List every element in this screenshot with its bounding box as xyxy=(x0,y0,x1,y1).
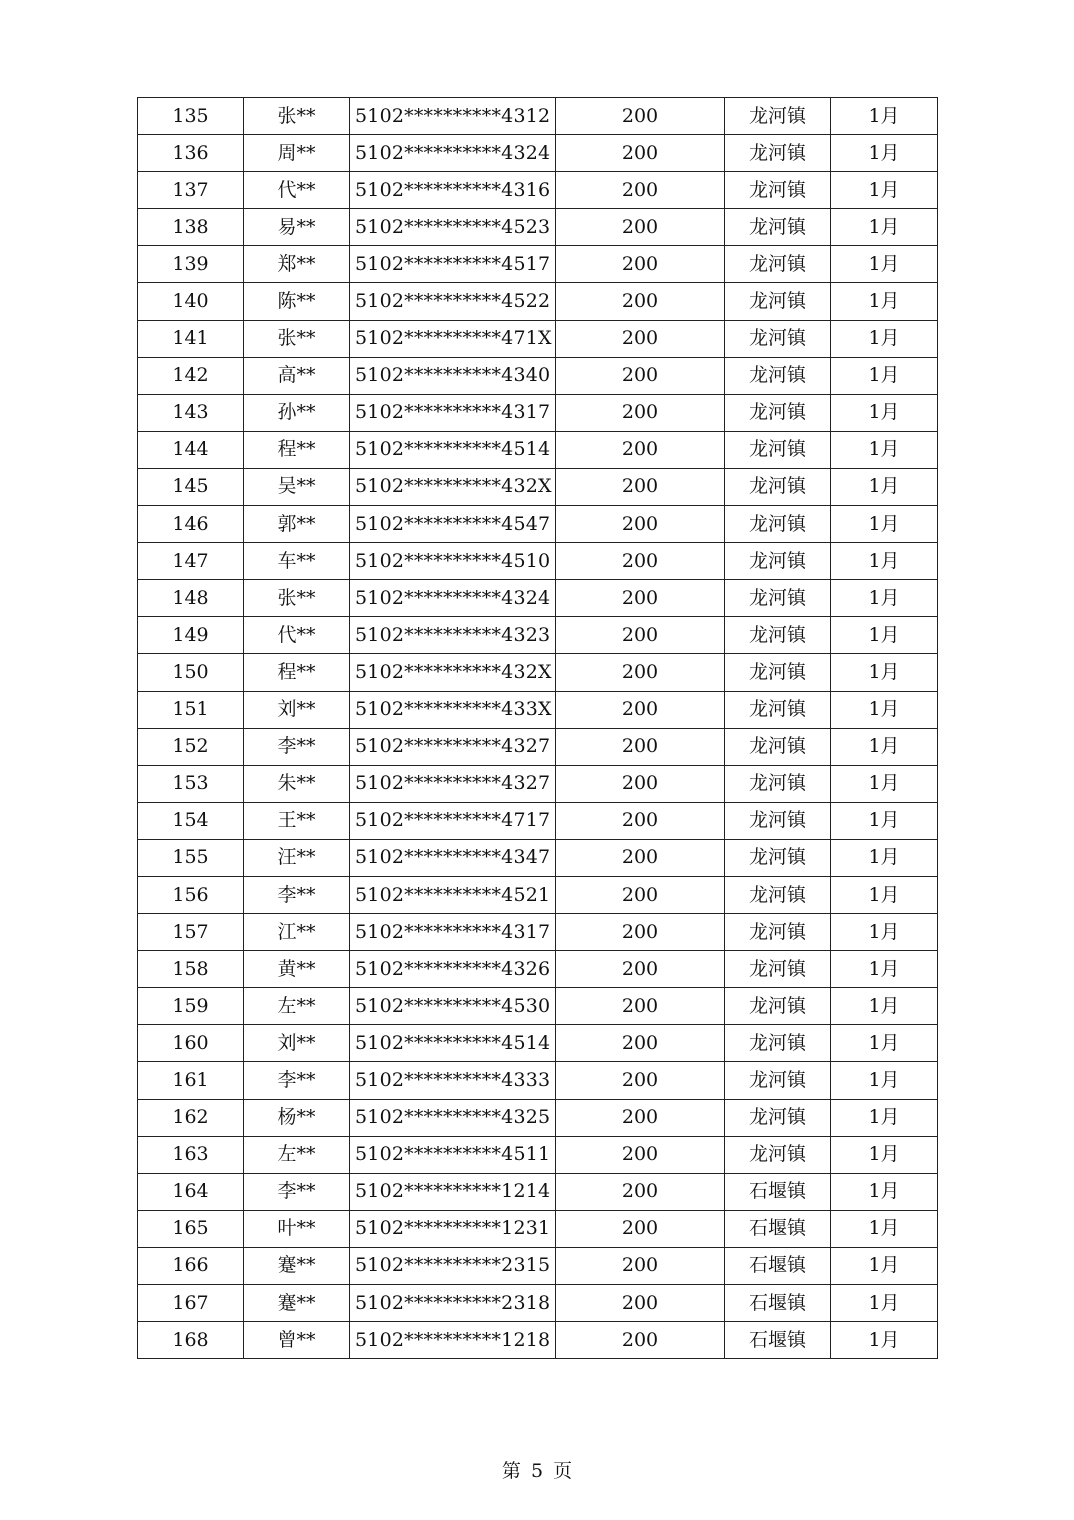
month-cell: 1月 xyxy=(831,691,938,728)
table-row xyxy=(138,209,938,246)
town-cell: 龙河镇 xyxy=(725,98,831,135)
row-number-cell: 154 xyxy=(138,802,244,839)
row-number-cell: 158 xyxy=(138,951,244,988)
month-cell: 1月 xyxy=(831,543,938,580)
id-number-cell: 5102**********4522 xyxy=(350,283,556,320)
amount-cell: 200 xyxy=(556,394,725,431)
name-cell: 易** xyxy=(244,209,350,246)
id-number-cell: 5102**********4717 xyxy=(350,802,556,839)
id-number-cell: 5102**********4523 xyxy=(350,209,556,246)
amount-cell: 200 xyxy=(556,1210,725,1247)
month-cell: 1月 xyxy=(831,1210,938,1247)
month-cell: 1月 xyxy=(831,839,938,876)
id-number-cell: 5102**********4514 xyxy=(350,431,556,468)
town-cell: 龙河镇 xyxy=(725,802,831,839)
name-cell: 曾** xyxy=(244,1322,350,1359)
name-cell: 周** xyxy=(244,135,350,172)
id-number-cell: 5102**********4521 xyxy=(350,876,556,913)
table-row xyxy=(138,654,938,691)
id-number-cell: 5102**********4347 xyxy=(350,839,556,876)
amount-cell: 200 xyxy=(556,1062,725,1099)
row-number-cell: 148 xyxy=(138,580,244,617)
table-row xyxy=(138,135,938,172)
name-cell: 左** xyxy=(244,988,350,1025)
row-number-cell: 143 xyxy=(138,394,244,431)
table-row xyxy=(138,1062,938,1099)
id-number-cell: 5102**********4316 xyxy=(350,172,556,209)
amount-cell: 200 xyxy=(556,506,725,543)
id-number-cell: 5102**********1231 xyxy=(350,1210,556,1247)
town-cell: 龙河镇 xyxy=(725,135,831,172)
id-number-cell: 5102**********4317 xyxy=(350,914,556,951)
month-cell: 1月 xyxy=(831,1025,938,1062)
amount-cell: 200 xyxy=(556,431,725,468)
amount-cell: 200 xyxy=(556,914,725,951)
table-row xyxy=(138,914,938,951)
month-cell: 1月 xyxy=(831,1136,938,1173)
town-cell: 龙河镇 xyxy=(725,506,831,543)
town-cell: 龙河镇 xyxy=(725,580,831,617)
table-row xyxy=(138,172,938,209)
month-cell: 1月 xyxy=(831,1062,938,1099)
id-number-cell: 5102**********4514 xyxy=(350,1025,556,1062)
name-cell: 孙** xyxy=(244,394,350,431)
town-cell: 龙河镇 xyxy=(725,839,831,876)
month-cell: 1月 xyxy=(831,246,938,283)
id-number-cell: 5102**********432X xyxy=(350,654,556,691)
town-cell: 龙河镇 xyxy=(725,320,831,357)
town-cell: 龙河镇 xyxy=(725,394,831,431)
month-cell: 1月 xyxy=(831,1285,938,1322)
id-number-cell: 5102**********4317 xyxy=(350,394,556,431)
amount-cell: 200 xyxy=(556,1136,725,1173)
amount-cell: 200 xyxy=(556,209,725,246)
month-cell: 1月 xyxy=(831,914,938,951)
name-cell: 张** xyxy=(244,98,350,135)
row-number-cell: 156 xyxy=(138,876,244,913)
month-cell: 1月 xyxy=(831,951,938,988)
name-cell: 汪** xyxy=(244,839,350,876)
amount-cell: 200 xyxy=(556,765,725,802)
id-number-cell: 5102**********4327 xyxy=(350,765,556,802)
id-number-cell: 5102**********4325 xyxy=(350,1099,556,1136)
name-cell: 程** xyxy=(244,654,350,691)
table-row xyxy=(138,1025,938,1062)
town-cell: 龙河镇 xyxy=(725,876,831,913)
month-cell: 1月 xyxy=(831,765,938,802)
row-number-cell: 159 xyxy=(138,988,244,1025)
name-cell: 黄** xyxy=(244,951,350,988)
name-cell: 张** xyxy=(244,580,350,617)
amount-cell: 200 xyxy=(556,580,725,617)
row-number-cell: 135 xyxy=(138,98,244,135)
name-cell: 刘** xyxy=(244,691,350,728)
table-row xyxy=(138,1099,938,1136)
name-cell: 车** xyxy=(244,543,350,580)
amount-cell: 200 xyxy=(556,988,725,1025)
name-cell: 李** xyxy=(244,1173,350,1210)
table-row xyxy=(138,1247,938,1284)
name-cell: 郑** xyxy=(244,246,350,283)
month-cell: 1月 xyxy=(831,1099,938,1136)
row-number-cell: 150 xyxy=(138,654,244,691)
amount-cell: 200 xyxy=(556,951,725,988)
amount-cell: 200 xyxy=(556,543,725,580)
row-number-cell: 145 xyxy=(138,468,244,505)
month-cell: 1月 xyxy=(831,1322,938,1359)
amount-cell: 200 xyxy=(556,246,725,283)
month-cell: 1月 xyxy=(831,728,938,765)
town-cell: 石堰镇 xyxy=(725,1210,831,1247)
table-row xyxy=(138,468,938,505)
amount-cell: 200 xyxy=(556,1247,725,1284)
amount-cell: 200 xyxy=(556,135,725,172)
table-row xyxy=(138,394,938,431)
row-number-cell: 149 xyxy=(138,617,244,654)
row-number-cell: 139 xyxy=(138,246,244,283)
table-row xyxy=(138,283,938,320)
table-row xyxy=(138,580,938,617)
table-row xyxy=(138,802,938,839)
name-cell: 张** xyxy=(244,320,350,357)
amount-cell: 200 xyxy=(556,876,725,913)
table-row xyxy=(138,1210,938,1247)
id-number-cell: 5102**********4511 xyxy=(350,1136,556,1173)
town-cell: 龙河镇 xyxy=(725,951,831,988)
amount-cell: 200 xyxy=(556,691,725,728)
month-cell: 1月 xyxy=(831,135,938,172)
id-number-cell: 5102**********471X xyxy=(350,320,556,357)
town-cell: 龙河镇 xyxy=(725,728,831,765)
name-cell: 吴** xyxy=(244,468,350,505)
row-number-cell: 157 xyxy=(138,914,244,951)
town-cell: 龙河镇 xyxy=(725,246,831,283)
town-cell: 石堰镇 xyxy=(725,1173,831,1210)
table-row xyxy=(138,98,938,135)
table-row xyxy=(138,839,938,876)
town-cell: 龙河镇 xyxy=(725,543,831,580)
row-number-cell: 144 xyxy=(138,431,244,468)
row-number-cell: 138 xyxy=(138,209,244,246)
id-number-cell: 5102**********1218 xyxy=(350,1322,556,1359)
row-number-cell: 140 xyxy=(138,283,244,320)
name-cell: 蹇** xyxy=(244,1247,350,1284)
amount-cell: 200 xyxy=(556,98,725,135)
amount-cell: 200 xyxy=(556,320,725,357)
row-number-cell: 168 xyxy=(138,1322,244,1359)
town-cell: 龙河镇 xyxy=(725,431,831,468)
name-cell: 朱** xyxy=(244,765,350,802)
row-number-cell: 152 xyxy=(138,728,244,765)
id-number-cell: 5102**********4547 xyxy=(350,506,556,543)
town-cell: 石堰镇 xyxy=(725,1322,831,1359)
row-number-cell: 166 xyxy=(138,1247,244,1284)
name-cell: 江** xyxy=(244,914,350,951)
town-cell: 龙河镇 xyxy=(725,1136,831,1173)
name-cell: 杨** xyxy=(244,1099,350,1136)
id-number-cell: 5102**********4340 xyxy=(350,357,556,394)
id-number-cell: 5102**********1214 xyxy=(350,1173,556,1210)
table-row xyxy=(138,1322,938,1359)
row-number-cell: 160 xyxy=(138,1025,244,1062)
town-cell: 龙河镇 xyxy=(725,468,831,505)
id-number-cell: 5102**********2318 xyxy=(350,1285,556,1322)
amount-cell: 200 xyxy=(556,1285,725,1322)
town-cell: 龙河镇 xyxy=(725,691,831,728)
table-row xyxy=(138,617,938,654)
month-cell: 1月 xyxy=(831,431,938,468)
id-number-cell: 5102**********433X xyxy=(350,691,556,728)
id-number-cell: 5102**********432X xyxy=(350,468,556,505)
month-cell: 1月 xyxy=(831,654,938,691)
table-row xyxy=(138,765,938,802)
row-number-cell: 164 xyxy=(138,1173,244,1210)
month-cell: 1月 xyxy=(831,209,938,246)
town-cell: 龙河镇 xyxy=(725,172,831,209)
town-cell: 龙河镇 xyxy=(725,283,831,320)
table-row xyxy=(138,320,938,357)
month-cell: 1月 xyxy=(831,468,938,505)
row-number-cell: 155 xyxy=(138,839,244,876)
row-number-cell: 165 xyxy=(138,1210,244,1247)
name-cell: 高** xyxy=(244,357,350,394)
id-number-cell: 5102**********4312 xyxy=(350,98,556,135)
id-number-cell: 5102**********4510 xyxy=(350,543,556,580)
amount-cell: 200 xyxy=(556,1099,725,1136)
name-cell: 程** xyxy=(244,431,350,468)
id-number-cell: 5102**********4517 xyxy=(350,246,556,283)
id-number-cell: 5102**********4530 xyxy=(350,988,556,1025)
table-row xyxy=(138,357,938,394)
id-number-cell: 5102**********4324 xyxy=(350,580,556,617)
month-cell: 1月 xyxy=(831,1173,938,1210)
month-cell: 1月 xyxy=(831,172,938,209)
table-row xyxy=(138,431,938,468)
town-cell: 石堰镇 xyxy=(725,1285,831,1322)
town-cell: 龙河镇 xyxy=(725,914,831,951)
amount-cell: 200 xyxy=(556,1173,725,1210)
month-cell: 1月 xyxy=(831,617,938,654)
town-cell: 龙河镇 xyxy=(725,1062,831,1099)
row-number-cell: 162 xyxy=(138,1099,244,1136)
month-cell: 1月 xyxy=(831,802,938,839)
name-cell: 代** xyxy=(244,617,350,654)
name-cell: 代** xyxy=(244,172,350,209)
town-cell: 龙河镇 xyxy=(725,617,831,654)
row-number-cell: 142 xyxy=(138,357,244,394)
row-number-cell: 141 xyxy=(138,320,244,357)
table-row xyxy=(138,543,938,580)
table-row xyxy=(138,1173,938,1210)
roster-table xyxy=(137,97,938,1359)
table-row xyxy=(138,691,938,728)
amount-cell: 200 xyxy=(556,617,725,654)
name-cell: 陈** xyxy=(244,283,350,320)
amount-cell: 200 xyxy=(556,654,725,691)
name-cell: 李** xyxy=(244,876,350,913)
town-cell: 龙河镇 xyxy=(725,209,831,246)
month-cell: 1月 xyxy=(831,1247,938,1284)
amount-cell: 200 xyxy=(556,468,725,505)
id-number-cell: 5102**********4326 xyxy=(350,951,556,988)
month-cell: 1月 xyxy=(831,283,938,320)
id-number-cell: 5102**********4327 xyxy=(350,728,556,765)
id-number-cell: 5102**********4324 xyxy=(350,135,556,172)
month-cell: 1月 xyxy=(831,876,938,913)
table-row xyxy=(138,876,938,913)
row-number-cell: 147 xyxy=(138,543,244,580)
name-cell: 李** xyxy=(244,1062,350,1099)
row-number-cell: 153 xyxy=(138,765,244,802)
town-cell: 龙河镇 xyxy=(725,357,831,394)
name-cell: 叶** xyxy=(244,1210,350,1247)
row-number-cell: 136 xyxy=(138,135,244,172)
row-number-cell: 167 xyxy=(138,1285,244,1322)
name-cell: 刘** xyxy=(244,1025,350,1062)
row-number-cell: 151 xyxy=(138,691,244,728)
page-number: 第 5 页 xyxy=(501,1460,573,1482)
table-row xyxy=(138,988,938,1025)
name-cell: 左** xyxy=(244,1136,350,1173)
row-number-cell: 161 xyxy=(138,1062,244,1099)
table-row xyxy=(138,1285,938,1322)
month-cell: 1月 xyxy=(831,988,938,1025)
row-number-cell: 146 xyxy=(138,506,244,543)
name-cell: 郭** xyxy=(244,506,350,543)
row-number-cell: 137 xyxy=(138,172,244,209)
name-cell: 蹇** xyxy=(244,1285,350,1322)
table-row xyxy=(138,506,938,543)
id-number-cell: 5102**********2315 xyxy=(350,1247,556,1284)
amount-cell: 200 xyxy=(556,1322,725,1359)
month-cell: 1月 xyxy=(831,580,938,617)
town-cell: 龙河镇 xyxy=(725,1025,831,1062)
month-cell: 1月 xyxy=(831,320,938,357)
amount-cell: 200 xyxy=(556,802,725,839)
amount-cell: 200 xyxy=(556,357,725,394)
amount-cell: 200 xyxy=(556,728,725,765)
table-row xyxy=(138,1136,938,1173)
town-cell: 龙河镇 xyxy=(725,988,831,1025)
table-row xyxy=(138,951,938,988)
id-number-cell: 5102**********4323 xyxy=(350,617,556,654)
amount-cell: 200 xyxy=(556,839,725,876)
town-cell: 龙河镇 xyxy=(725,654,831,691)
amount-cell: 200 xyxy=(556,172,725,209)
name-cell: 王** xyxy=(244,802,350,839)
month-cell: 1月 xyxy=(831,394,938,431)
id-number-cell: 5102**********4333 xyxy=(350,1062,556,1099)
row-number-cell: 163 xyxy=(138,1136,244,1173)
month-cell: 1月 xyxy=(831,98,938,135)
roster-table-body xyxy=(138,98,938,1359)
town-cell: 石堰镇 xyxy=(725,1247,831,1284)
amount-cell: 200 xyxy=(556,283,725,320)
amount-cell: 200 xyxy=(556,1025,725,1062)
table-row xyxy=(138,246,938,283)
town-cell: 龙河镇 xyxy=(725,1099,831,1136)
month-cell: 1月 xyxy=(831,506,938,543)
month-cell: 1月 xyxy=(831,357,938,394)
town-cell: 龙河镇 xyxy=(725,765,831,802)
name-cell: 李** xyxy=(244,728,350,765)
table-row xyxy=(138,728,938,765)
